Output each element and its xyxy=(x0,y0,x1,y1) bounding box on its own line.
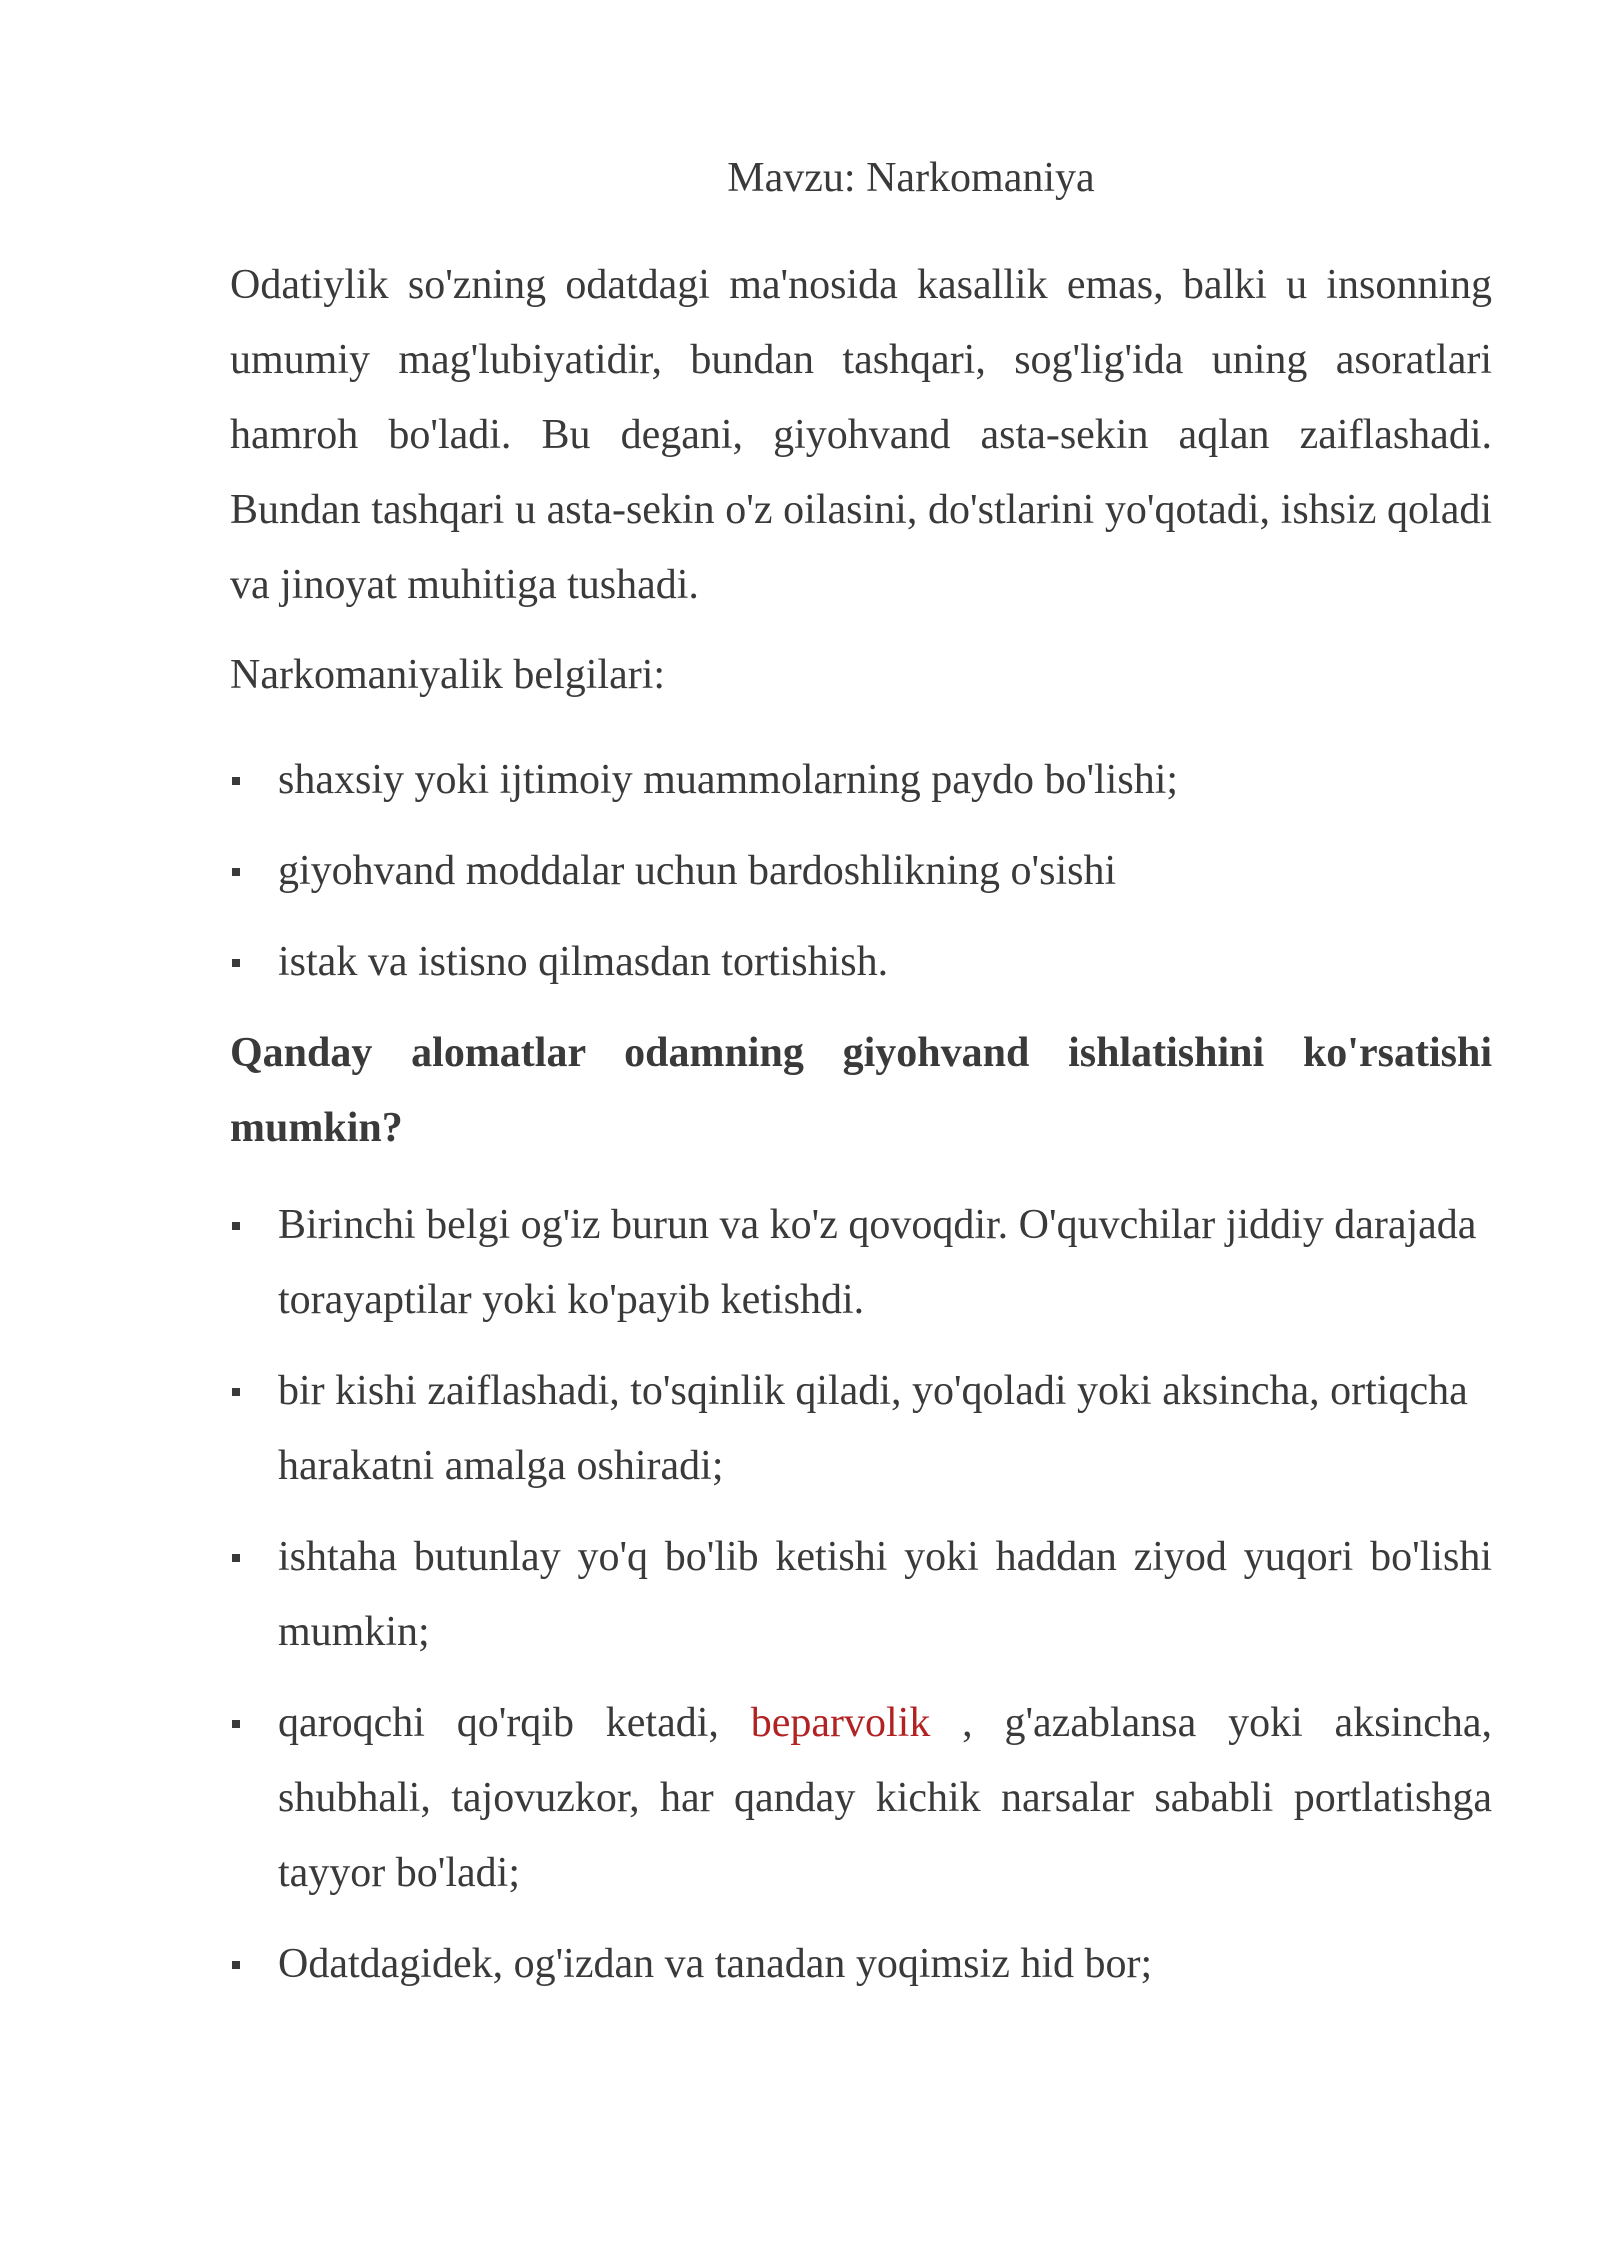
signs-list xyxy=(230,743,1492,1000)
document-title: Mavzu: Narkomaniya xyxy=(727,155,1095,201)
list-item xyxy=(230,1686,1492,1911)
question-heading: Qanday alomatlar odamning giyohvand ishlatishini ko'rsatishi mumkin? xyxy=(230,1030,1492,1151)
list-item-text: Odatdagidek, og'izdan va tanadan yoqimsiz hid bor; xyxy=(278,1941,1153,1987)
list-item-text: istak va istisno qilmasdan tortishish. xyxy=(278,939,889,985)
list-item xyxy=(230,1927,1492,2002)
square-bullet-icon xyxy=(232,1720,240,1728)
list-item xyxy=(230,1188,1512,1338)
list-item-text: Birinchi belgi og'iz burun va ko'z qovoqdir. O'quvchilar jiddiy darajada torayaptilar yoki ko'payib ketishdi. xyxy=(278,1202,1477,1323)
square-bullet-icon xyxy=(232,959,240,967)
square-bullet-icon xyxy=(232,1222,240,1230)
square-bullet-icon xyxy=(232,777,240,785)
list-item-text xyxy=(278,1686,1492,1911)
list-item-text: bir kishi zaiflashadi, to'sqinlik qiladi, yo'qoladi yoki aksincha, ortiqcha harakatni amalga oshiradi; xyxy=(278,1368,1468,1489)
list-item-text: shaxsiy yoki ijtimoiy muammolarning paydo bo'lishi; xyxy=(278,757,1179,803)
symptoms-list xyxy=(230,1188,1492,2002)
list-item xyxy=(230,834,1492,909)
symptom-text-after: , g'azablansa yoki aksincha, shubhali, tajovuzkor, har qanday kichik narsalar sababli portlatishga tayyor bo'ladi; xyxy=(278,1700,1492,1896)
square-bullet-icon xyxy=(232,1961,240,1969)
list-item-text: ishtaha butunlay yo'q bo'lib ketishi yoki haddan ziyod yuqori bo'lishi mumkin; xyxy=(278,1534,1492,1655)
symptom-text-before: qaroqchi qo'rqib ketadi, xyxy=(278,1700,719,1746)
list-item xyxy=(230,1520,1492,1670)
list-item xyxy=(230,925,1492,1000)
square-bullet-icon xyxy=(232,868,240,876)
signs-heading: Narkomaniyalik belgilari: xyxy=(230,652,666,698)
list-item xyxy=(230,1354,1492,1504)
document-page xyxy=(230,148,1492,2018)
intro-paragraph: Odatiylik so'zning odatdagi ma'nosida kasallik emas, balki u insonning umumiy mag'lubiyatidir, bundan tashqari, sog'lig'ida uning asoratlari hamroh bo'ladi. Bu degani, giyohvand asta-sekin aqlan zaiflashadi. Bundan tashqari u asta-sekin o'z oilasini, do'stlarini yo'qotadi, ishsiz qoladi va jinoyat muhitiga tushadi. xyxy=(230,262,1492,608)
square-bullet-icon xyxy=(232,1554,240,1562)
beparvolik-link[interactable]: beparvolik xyxy=(750,1700,931,1746)
list-item xyxy=(230,743,1492,818)
list-item-text: giyohvand moddalar uchun bardoshlikning o'sishi xyxy=(278,848,1117,894)
square-bullet-icon xyxy=(232,1388,240,1396)
